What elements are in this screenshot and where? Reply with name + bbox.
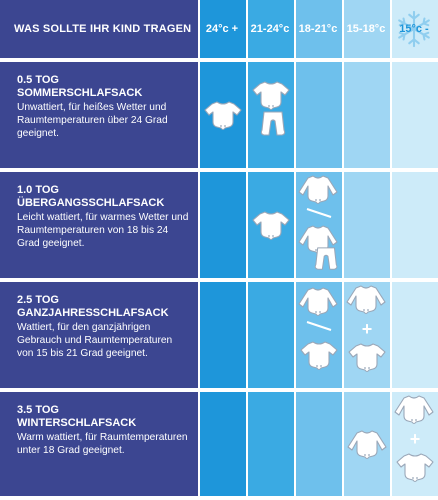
cell-1-0-21-24: [248, 172, 294, 278]
row-divider: [198, 496, 438, 500]
baby-pants-icon: [314, 246, 340, 272]
cell-2-5-18-21: [296, 282, 342, 388]
tog-description: Leicht wattiert, für warmes Wetter und Raumtemperaturen von 18 bis 24 Grad geeignet.: [17, 212, 189, 249]
short-sleeve-bodysuit-icon: [203, 100, 243, 131]
column-header-21-24: [246, 0, 294, 58]
tog-value: 1.0 TOG: [17, 184, 59, 196]
column-header-24-plus: [198, 0, 246, 58]
tog-description: Warm wattiert, für Raumtemperaturen unter 18 Grad geeignet.: [17, 432, 188, 456]
tog-row-2-5: [0, 282, 198, 388]
column-header-18-21: [294, 0, 342, 58]
column-header-label: 21-24°c: [250, 23, 290, 35]
column-header-15-18: [342, 0, 390, 58]
cell-2-5-15-18: [344, 282, 390, 388]
long-sleeve-bodysuit-icon: [298, 286, 338, 317]
cell-3-5-15-18: [344, 392, 390, 496]
plus-icon: +: [409, 429, 421, 449]
tog-value: 2.5 TOG: [17, 294, 59, 306]
tog-description: Wattiert, für den ganzjährigen Gebrauch und Raumtemperaturen von 15 bis 21 Grad geeignet.: [17, 322, 173, 359]
short-sleeve-bodysuit-icon: [251, 210, 291, 241]
tog-value: 0.5 TOG: [17, 74, 59, 86]
long-sleeve-bodysuit-icon: [298, 174, 338, 205]
short-sleeve-bodysuit-icon: [299, 340, 339, 371]
tog-row-1-0: [0, 172, 198, 278]
table-title: WAS SOLLTE IHR KIND TRAGEN: [0, 0, 198, 58]
tog-row-0-5: [0, 62, 198, 168]
sleeping-bag-type: SOMMERSCHLAFSACK: [17, 87, 143, 99]
column-header-label: 18-21°c: [298, 23, 338, 35]
short-sleeve-bodysuit-icon: [395, 452, 435, 483]
column-header-15-minus: [390, 0, 438, 58]
cell-3-5-15-minus: [392, 392, 438, 496]
cell-0-5-24-plus: [200, 62, 246, 168]
long-sleeve-bodysuit-icon: [394, 394, 434, 425]
tog-description: Unwattiert, für heißes Wetter und Raumtemperaturen über 24 Grad geeignet.: [17, 102, 168, 139]
tog-row-3-5: [0, 392, 198, 496]
sleeping-bag-type: ÜBERGANGSSCHLAFSACK: [17, 197, 165, 209]
cell-0-5-21-24: [248, 62, 294, 168]
divider-slash-icon: [299, 207, 339, 219]
sleeping-bag-type: WINTERSCHLAFSACK: [17, 417, 137, 429]
long-sleeve-bodysuit-icon: [347, 429, 387, 460]
column-header-label: 15-18°c: [346, 23, 386, 35]
short-sleeve-bodysuit-icon: [347, 342, 387, 373]
long-sleeve-bodysuit-icon: [346, 284, 386, 315]
sleeping-bag-type: GANZJAHRESSCHLAFSACK: [17, 307, 169, 319]
tog-value: 3.5 TOG: [17, 404, 59, 416]
baby-pants-icon: [260, 110, 288, 138]
divider-slash-icon: [299, 320, 339, 332]
column-header-label: 15°c -: [399, 23, 429, 35]
cell-1-0-18-21: [296, 172, 342, 278]
plus-icon: +: [361, 319, 373, 339]
column-header-label: 24°c +: [205, 23, 239, 35]
short-sleeve-bodysuit-icon: [251, 80, 291, 111]
